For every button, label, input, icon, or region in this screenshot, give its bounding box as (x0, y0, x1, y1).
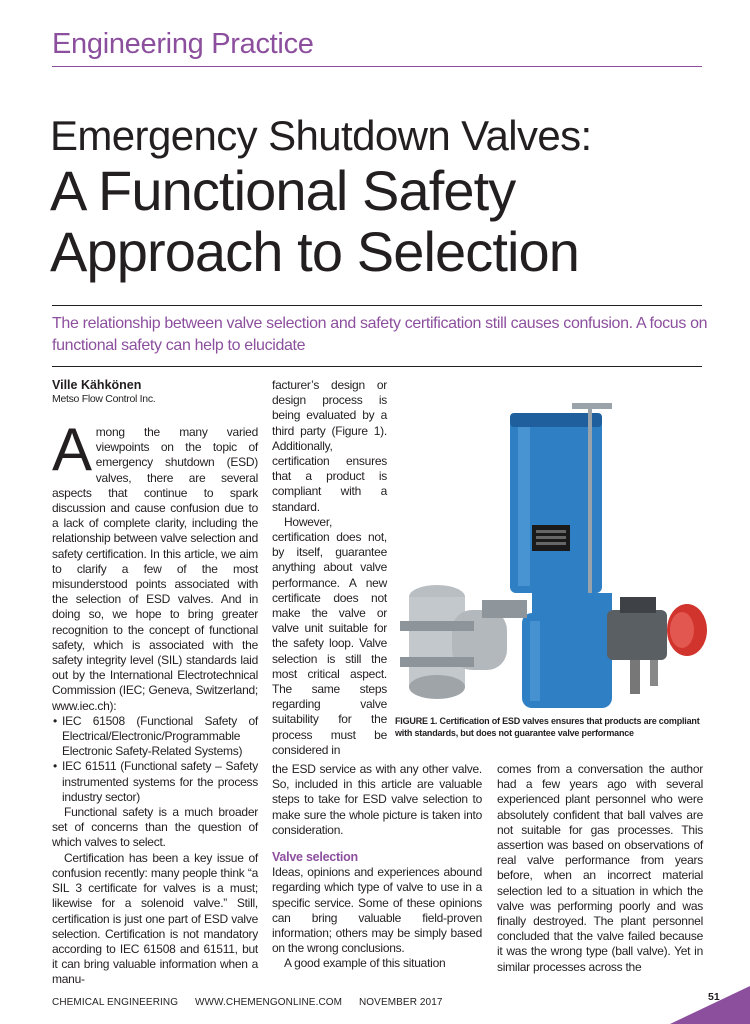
paragraph-functional-safety: Functional safety is a much broader set of concerns than the question of which valves to select. (52, 805, 258, 850)
column-2-lower (272, 762, 482, 972)
caption-label: FIGURE 1. (395, 716, 438, 726)
paragraph-certification: Certification has been a key issue of confusion recently: many people think “a SIL 3 certificate for valves is a must; likewise for a solenoid valve.” Still, certification is just one part of ESD valve selection. Certification is not mandatory according to IEC 61508 and 61511, but it can bring valuable information when a manu- (52, 850, 258, 987)
column-1 (52, 416, 258, 988)
title-rule (52, 305, 702, 306)
paragraph-ideas: Ideas, opinions and experiences abound regarding which type of valve to use in a specific service. Some of these opinions can bring valuable field-proven information; others may be simply based on the wrong conclusions. (272, 865, 482, 956)
title-line-3: Approach to Selection (50, 220, 580, 283)
header-rule (52, 66, 702, 67)
footer-website: WWW.CHEMENGONLINE.COM (194, 997, 343, 1008)
footer-publication: CHEMICAL ENGINEERING (52, 997, 179, 1008)
list-item: • IEC 61511 (Functional safety – Safety instrumented systems for the process industry sector) (62, 759, 258, 805)
figure-1-valve-photo (392, 385, 710, 710)
intro-paragraph (52, 416, 258, 714)
deck-rule (52, 366, 702, 367)
iec-standards-list (52, 714, 258, 805)
page-number: 51 (708, 991, 720, 1003)
list-item: • IEC 61508 (Functional Safety of Electrical/Electronic/Programmable Electronic Safety-Related Systems) (62, 714, 258, 760)
caption-text: Certification of ESD valves ensures that products are compliant with standards, but does not guarantee valve performance (395, 716, 700, 738)
section-title: Engineering Practice (52, 28, 314, 60)
drop-cap: A (52, 416, 92, 483)
paragraph-good-example: A good example of this situation (284, 956, 446, 971)
column-2-upper (272, 378, 387, 758)
page-footer (52, 997, 457, 1008)
article-title (50, 112, 710, 282)
subheading-valve-selection: Valve selection (272, 850, 358, 865)
article-deck: The relationship between valve selection and safety certification still causes confusion. A focus on functional safety can help to elucidate (52, 315, 708, 354)
title-line-2: A Functional Safety (50, 159, 516, 222)
paragraph-esd-service: the ESD service as with any other valve. So, included in this article are valuable steps to take for ESD valve selection to make sure the whole picture is taken into consideration. (272, 762, 482, 837)
author-affiliation: Metso Flow Control Inc. (52, 393, 156, 405)
author-name: Ville Kähkönen (52, 378, 142, 392)
figure-caption (395, 715, 710, 739)
footer-date: NOVEMBER 2017 (358, 997, 443, 1008)
column-3 (497, 762, 703, 975)
intro-text: mong the many varied viewpoints on the topic of emergency shutdown (ESD) valves, there are several aspects that continue to spark discussion and cause confusion due to a lack of complete clarity, including the relationship between valve selection and safety certification. In this article, we aim to clarify a few of the most misunderstood points associated with the selection of ESD valves. And in doing so, we hope to bring greater recognition to the concept of functional safety, which is associated with the safety integrity level (SIL) standards laid out by the International Electrotechnical Commission (IEC; Geneva, Switzerland; www.iec.ch): (52, 425, 258, 713)
paragraph-however: However, certification does not, by itself, guarantee anything about valve performance. A new certificate does not make the valve or valve unit suitable for the safety loop. Valve selection is still the most critical aspect. The same steps regarding valve suitability for the process must be considered in (272, 514, 387, 757)
paragraph-conversation: comes from a conversation the author had a few years ago with several experienced plant personnel who were absolutely confident that ball valves are not suitable for gas processes. This assertion was based on observations of real valve performance from years before, when an incorrect material selection led to a situation in which the valve was performing poorly and was finally destroyed. The plant personnel concluded that the valve failed because it was the wrong type (ball valve). Yet in similar processes across the (497, 762, 703, 974)
title-line-1: Emergency Shutdown Valves: (50, 112, 592, 159)
paragraph-manufacturer: facturer’s design or design process is being evaluated by a third party (Figure 1). Additionally, certification ensures that a product is compliant with a standard. (272, 378, 387, 514)
